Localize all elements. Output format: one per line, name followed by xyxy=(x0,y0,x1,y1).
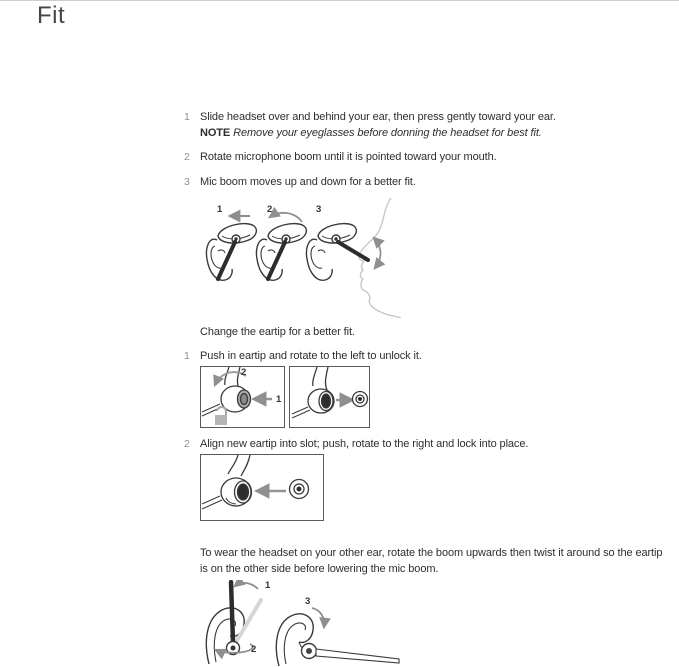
step-text: Rotate microphone boom until it is pointed toward your mouth. xyxy=(200,151,497,163)
figure-step-label: 1 xyxy=(217,204,223,215)
figure-step-label: 2 xyxy=(241,367,247,378)
fit-figure xyxy=(198,196,423,318)
ear-headset-illustration xyxy=(256,224,306,281)
eartip-remove-figure-svg xyxy=(200,366,370,430)
eartip-illustration xyxy=(353,392,368,407)
eartip-insert-figure xyxy=(200,454,324,522)
step-number: 1 xyxy=(184,111,190,123)
step-number: 2 xyxy=(184,438,190,450)
eartip-intro: Change the eartip for a better fit. xyxy=(200,326,355,338)
eartip-insert-figure-svg xyxy=(200,454,324,522)
figure-step-label: 3 xyxy=(305,596,311,607)
page-title: Fit xyxy=(37,2,66,29)
ear-headset-illustration xyxy=(206,224,256,281)
flip-boom-figure xyxy=(195,580,405,667)
eartip-illustration xyxy=(290,480,309,499)
flip-boom-figure-svg xyxy=(195,580,405,667)
note-text: Remove your eyeglasses before donning the headset for best fit. xyxy=(233,127,542,139)
step-number: 1 xyxy=(184,350,190,362)
other-ear-text: To wear the headset on your other ear, rotate the boom upwards then twist it around so the eartip is on the other side before lowering the mic boom. xyxy=(200,547,663,575)
step-text: Slide headset over and behind your ear, then press gently toward your ear. xyxy=(200,111,556,123)
figure-step-label: 3 xyxy=(316,204,322,215)
figure-step-label: 2 xyxy=(251,644,257,655)
step-text: Mic boom moves up and down for a better fit. xyxy=(200,176,416,188)
ear-headset-illustration xyxy=(306,224,368,281)
figure-step-label: 1 xyxy=(265,580,271,591)
step-text: Push in eartip and rotate to the left to unlock it. xyxy=(200,350,422,362)
figure-step-label: 1 xyxy=(276,394,282,405)
step-number: 2 xyxy=(184,151,190,163)
rotate-arrow-icon xyxy=(270,213,302,222)
top-rule xyxy=(0,0,679,1)
rotate-up-arrow-icon xyxy=(235,583,258,589)
step-text: Align new eartip into slot; push, rotate to the right and lock into place. xyxy=(200,438,529,450)
note-line xyxy=(200,126,542,140)
eartip-remove-figure xyxy=(200,366,370,430)
note-label: NOTE xyxy=(200,127,231,139)
lower-boom-arrow-icon xyxy=(312,608,324,627)
headset-boom-down-illustration xyxy=(276,614,399,666)
fit-figure-svg xyxy=(198,196,423,318)
up-down-arrow-icon xyxy=(374,238,381,268)
figure-step-label: 2 xyxy=(267,204,273,215)
step-number: 3 xyxy=(184,176,190,188)
